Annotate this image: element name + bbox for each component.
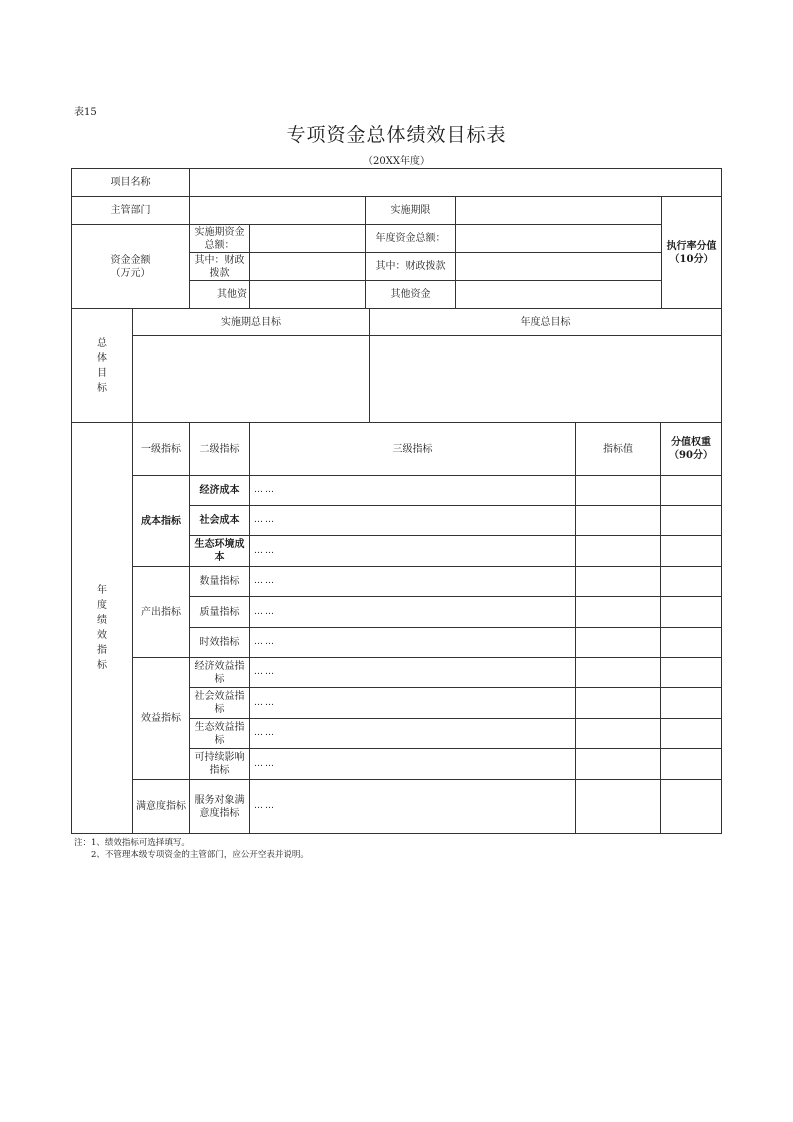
level3-cell[interactable]: …… [254, 667, 276, 677]
social-benefit-label: 社会效益指标 [194, 691, 245, 715]
timeliness-indicator-label: 时效指标 [199, 637, 240, 648]
annual-other-value[interactable] [456, 281, 661, 308]
project-name-value[interactable] [190, 169, 721, 196]
period-fiscal-value[interactable] [250, 253, 365, 280]
level3-cell[interactable]: …… [254, 697, 276, 708]
level2-header: 二级指标 [199, 443, 240, 455]
project-name-label: 项目名称 [110, 177, 151, 188]
level3-cell[interactable]: …… [254, 606, 276, 617]
level1-header: 一级指标 [141, 443, 181, 455]
level3-cell[interactable]: …… [254, 576, 276, 586]
period-other-value[interactable] [250, 281, 365, 308]
dept-label: 主管部门 [110, 205, 151, 216]
period-label: 实施期限 [390, 205, 431, 216]
level3-cell[interactable]: …… [254, 728, 276, 738]
quantity-indicator-label: 数量指标 [199, 576, 240, 587]
overall-goals-side-label: 总体目标 [97, 337, 107, 394]
indicator-value-header: 指标值 [603, 443, 633, 455]
period-total-label: 实施期资金总额： [194, 226, 245, 251]
level3-cell[interactable]: …… [254, 545, 276, 556]
benefit-indicator-group: 效益指标 [141, 713, 181, 724]
economic-cost-label: 经济成本 [199, 485, 240, 496]
eco-cost-label: 生态环境成本 [194, 539, 245, 563]
social-cost-label: 社会成本 [199, 515, 240, 526]
period-value[interactable] [456, 197, 661, 224]
fiscal-year: （20XX年度） [363, 156, 430, 167]
quality-indicator-label: 质量指标 [199, 606, 240, 618]
service-satisfaction-label: 服务对象满意度指标 [194, 794, 245, 819]
annual-goal-content[interactable] [370, 336, 721, 422]
annual-total-value[interactable] [456, 225, 661, 252]
output-indicator-group: 产出指标 [141, 606, 181, 618]
level3-cell[interactable]: …… [254, 637, 276, 647]
eco-benefit-label: 生态效益指标 [194, 721, 245, 746]
period-other-label: 其他资 [217, 289, 247, 300]
exec-rate-score-label: 执行率分值 （10分） [666, 240, 717, 265]
dept-value[interactable] [190, 197, 365, 224]
annual-fiscal-value[interactable] [456, 253, 661, 280]
table-notes [74, 837, 309, 861]
annual-fiscal-label: 其中：财政拨款 [375, 261, 446, 272]
period-goal-header: 实施期总目标 [221, 316, 281, 328]
note-2: 2、不管理本级专项资金的主管部门，应公开空表并说明。 [91, 850, 309, 860]
annual-total-label: 年度资金总额： [375, 233, 446, 244]
level3-cell[interactable]: …… [254, 515, 276, 525]
annual-goal-header: 年度总目标 [520, 316, 571, 328]
economic-benefit-label: 经济效益指标 [194, 660, 245, 685]
level3-header: 三级指标 [392, 443, 433, 455]
annual-indicators-side-label: 年度绩效指标 [97, 585, 107, 671]
level3-cell[interactable]: …… [254, 801, 276, 811]
period-goal-content[interactable] [133, 336, 369, 422]
period-total-value[interactable] [250, 225, 365, 252]
sustainable-impact-label: 可持续影响指标 [194, 752, 245, 776]
fund-amount-label: 资金金额 （万元） [110, 254, 151, 279]
satisfaction-indicator-group: 满意度指标 [136, 801, 186, 812]
form-number: 表15 [74, 107, 97, 118]
level3-cell[interactable]: …… [254, 485, 276, 495]
page-title: 专项资金总体绩效目标表 [286, 124, 507, 146]
weight-header: 分值权重 （90分） [669, 437, 713, 461]
level3-cell[interactable]: …… [254, 758, 276, 769]
note-1: 注：1、绩效指标可选择填写。 [74, 838, 190, 848]
period-fiscal-label: 其中：财政拨款 [194, 254, 245, 279]
annual-other-label: 其他资金 [390, 289, 431, 300]
cost-indicator-group: 成本指标 [141, 515, 181, 527]
